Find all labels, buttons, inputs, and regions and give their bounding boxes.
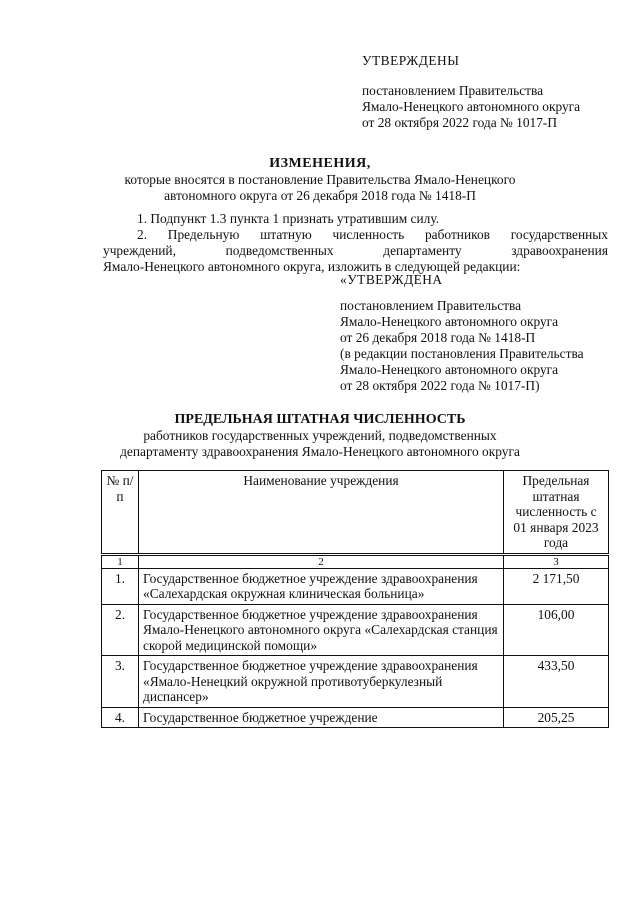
approval-line: Ямало-Ненецкого автономного округа <box>362 99 581 114</box>
approval-line: от 28 октября 2022 года № 1017-П <box>362 115 558 130</box>
item-2-line: Ямало-Ненецкого автономного округа, изложить в следующей редакции: <box>103 259 521 274</box>
row-num: 2. <box>102 604 139 656</box>
changes-title: ИЗМЕНЕНИЯ, <box>269 156 371 171</box>
staff-table <box>101 470 609 728</box>
row-num: 1. <box>102 568 139 604</box>
row-num: 4. <box>102 707 139 728</box>
row-count: 433,50 <box>504 656 609 708</box>
row-count: 205,25 <box>504 707 609 728</box>
table-subtitle-line: работников государственных учреждений, подведомственных <box>143 428 497 443</box>
approval-line: постановлением Правительства <box>362 83 544 98</box>
changes-subtitle-line: автономного округа от 26 декабря 2018 года № 1418-П <box>164 188 476 203</box>
row-count: 2 171,50 <box>504 568 609 604</box>
table-row <box>102 707 609 728</box>
column-number: 2 <box>139 554 504 568</box>
row-count: 106,00 <box>504 604 609 656</box>
row-name: Государственное бюджетное учреждение здравоохранения Ямало-Ненецкого автономного округа «Салехардская станция скорой медицинской помощи» <box>139 604 504 656</box>
row-name: Государственное бюджетное учреждение <box>139 707 504 728</box>
item-2-line: 2. Предельную штатную численность работников государственных <box>137 227 608 242</box>
quote-line: Ямало-Ненецкого автономного округа <box>340 362 559 377</box>
column-number-row <box>102 554 609 568</box>
table-subtitle-line: департаменту здравоохранения Ямало-Ненецкого автономного округа <box>120 444 520 459</box>
item-1-text: 1. Подпункт 1.3 пункта 1 признать утратившим силу. <box>137 211 440 226</box>
header-num: № п/п <box>102 471 139 555</box>
header-name: Наименование учреждения <box>139 471 504 555</box>
quote-line: от 26 декабря 2018 года № 1418-П <box>340 330 536 345</box>
header-count: Предельная штатная численность с 01 января 2023 года <box>504 471 609 555</box>
quote-line: (в редакции постановления Правительства <box>340 346 584 361</box>
changes-subtitle-line: которые вносятся в постановление Правительства Ямало-Ненецкого <box>124 172 516 187</box>
table-row <box>102 568 609 604</box>
table-row <box>102 656 609 708</box>
quote-line: Ямало-Ненецкого автономного округа <box>340 314 559 329</box>
column-number: 1 <box>102 554 139 568</box>
item-2-line: учреждений, подведомственных департаменту здравоохранения <box>103 243 608 258</box>
table-title: ПРЕДЕЛЬНАЯ ШТАТНАЯ ЧИСЛЕННОСТЬ <box>174 412 466 427</box>
table-header-row <box>102 471 609 555</box>
quote-line: от 28 октября 2022 года № 1017-П) <box>340 378 540 393</box>
column-number: 3 <box>504 554 609 568</box>
approval-title: УТВЕРЖДЕНЫ <box>362 53 460 68</box>
quote-title: «УТВЕРЖДЕНА <box>340 272 443 287</box>
row-num: 3. <box>102 656 139 708</box>
quote-line: постановлением Правительства <box>340 298 522 313</box>
row-name: Государственное бюджетное учреждение здравоохранения «Ямало-Ненецкий окружной противотуберкулезный диспансер» <box>139 656 504 708</box>
table-row <box>102 604 609 656</box>
row-name: Государственное бюджетное учреждение здравоохранения «Салехардская окружная клиническая больница» <box>139 568 504 604</box>
